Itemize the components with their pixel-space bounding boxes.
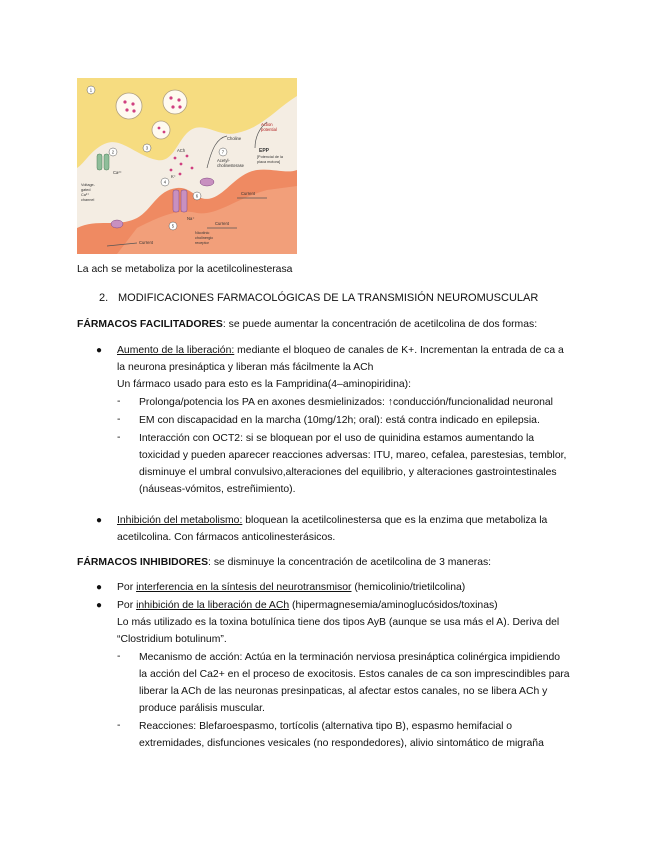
label-nicotinic3: receptor (195, 241, 209, 245)
label-nicotinic1: Nicotinic (195, 231, 210, 235)
inh-item2-title: inhibición de la liberación de ACh (136, 600, 290, 611)
facilitadores-heading: FÁRMACOS FACILITADORES (77, 319, 223, 330)
label-acetyl: Acetyl- (217, 158, 230, 163)
fac-item2-line2: acetilcolina. Con fármacos anticolinesterásicos. (117, 532, 336, 543)
dash-icon: - (117, 396, 121, 407)
inh-item1 (117, 581, 465, 595)
step-3-label: 3 (145, 145, 149, 151)
label-voltage3: Ca²⁺ (81, 193, 90, 197)
label-current-left: Current (139, 240, 153, 245)
dash-icon: - (117, 651, 121, 662)
step-5-label: 5 (171, 223, 175, 229)
step-6-label: 6 (195, 193, 199, 199)
inh-item1-title: interferencia en la síntesis del neurotransmisor (136, 582, 352, 593)
label-potential: potential (261, 127, 277, 132)
fac-sub3-l3: disminuye el umbral convulsivo,alteraciones del equilibrio, y alteraciones gastrointestinales (139, 467, 557, 478)
label-epp-sub2: placa motora] (257, 160, 281, 164)
fac-item1-line1 (117, 344, 564, 358)
inhibidores-heading: FÁRMACOS INHIBIDORES (77, 557, 209, 568)
label-na: Na⁺ (187, 216, 195, 221)
label-epp-sub1: [Potencial de la (257, 155, 283, 159)
section-title: MODIFICACIONES FARMACOLÓGICAS DE LA TRANSMISIÓN NEUROMUSCULAR (118, 292, 539, 304)
dash-icon: - (117, 720, 121, 731)
dash-icon: - (117, 432, 121, 443)
label-cholinesterase: cholinesterase (217, 163, 245, 168)
label-voltage2: gated (81, 188, 91, 192)
fac-item2-text: bloquean la acetilcolinestersa que es la enzima que metaboliza la (242, 515, 548, 526)
fac-sub1: Prolonga/potencia los PA en axones desmielinizados: ↑conducción/funcionalidad neuronal (139, 397, 553, 408)
label-voltage1: Voltage- (81, 183, 95, 187)
label-voltage4: channel (81, 198, 95, 202)
bullet-icon: ● (96, 345, 103, 356)
inh-sub2-l2: extremidades, disfunciones vesicales (no respondedores), alivio sintomático de migraña (139, 738, 544, 749)
fac-sub3-l1: Interacción con OCT2: si se bloquean por el uso de quinidina estamos aumentando la (139, 433, 535, 444)
inh-item1-suffix: (hemicolinio/trietilcolina) (351, 582, 466, 593)
inh-item2-prefix: Por (117, 600, 137, 611)
label-nicotinic2: cholinergic (195, 236, 214, 240)
label-epp: EPP (259, 148, 270, 154)
label-ca: Ca²⁺ (113, 170, 122, 175)
fac-item1-line3: Un fármaco usado para esto es la Fampridina(4–aminopiridina): (117, 379, 411, 390)
step-7-label: 7 (221, 149, 225, 155)
label-k: K⁺ (171, 174, 177, 179)
fac-item2-line1 (117, 514, 547, 528)
step-1-label: 1 (89, 87, 93, 93)
fac-sub3-l4: (náuseas-vómitos, estreñimiento). (139, 484, 296, 495)
facilitadores-paragraph (77, 318, 537, 332)
bullet-icon: ● (96, 582, 103, 593)
label-ach: ACh (177, 148, 186, 153)
figure-svg (77, 78, 297, 254)
fac-item1-line2: la neurona presináptica y liberan más fácilmente la ACh (117, 362, 374, 373)
inh-sub2-l1: Reacciones: Blefaroespasmo, tortícolis (alternativa tipo B), espasmo hemifacial o (139, 721, 513, 732)
inh-item2-line3: “Clostridium botulinum”. (117, 634, 227, 645)
inh-sub1-l1: Mecanismo de acción: Actúa en la terminación nerviosa presináptica colinérgica impidiendo (139, 652, 561, 663)
fac-item1-text: mediante el bloqueo de canales de K+. Incrementan la entrada de ca a (234, 345, 564, 356)
step-2-label: 2 (111, 149, 115, 155)
inhibidores-paragraph (77, 556, 491, 570)
bullet-icon: ● (96, 515, 103, 526)
inh-sub1-l3: liberar la ACh de las neuronas presinpaticas, al afectar estos canales, no se libera ACh y (139, 686, 548, 697)
label-choline: Choline (227, 136, 242, 141)
inh-item1-prefix: Por (117, 582, 137, 593)
inh-sub1-l2: la acción del Ca2+ en el proceso de exocitosis. Estos canales de ca son imprescindibles para (139, 669, 570, 680)
fac-sub2: EM con discapacidad en la marcha (10mg/12h; oral): está contra indicado en epilepsia. (139, 415, 540, 426)
bullet-icon: ● (96, 600, 103, 611)
inh-item2-line2: Lo más utilizado es la toxina botulínica tiene dos tipos AyB (aunque se usa más el A). Deriva del (117, 617, 560, 628)
neuromuscular-junction-figure (77, 78, 297, 254)
fac-item1-title: Aumento de la liberación: (117, 345, 235, 356)
fac-item2-title: Inhibición del metabolismo: (117, 515, 243, 526)
inh-sub1-l4: produce parálisis muscular. (139, 703, 265, 714)
section-number: 2. (99, 292, 109, 304)
inh-item2-suffix: (hipermagnesemia/aminoglucósidos/toxinas) (289, 600, 498, 611)
dash-icon: - (117, 414, 121, 425)
inhibidores-rest: : se disminuye la concentración de acetilcolina de 3 maneras: (208, 557, 492, 568)
label-action: Action (261, 122, 273, 127)
figure-caption: La ach se metaboliza por la acetilcolinesterasa (77, 264, 293, 275)
inh-item2-line1 (117, 599, 498, 613)
step-4-label: 4 (163, 179, 167, 185)
label-current-top: Current (241, 191, 255, 196)
fac-sub3-l2: toxicidad y pueden aparecer reacciones adversas: ITU, mareo, cefalea, parestesias, temblor, (139, 450, 567, 461)
label-current-mid: Current (215, 221, 229, 226)
facilitadores-rest: : se puede aumentar la concentración de acetilcolina de dos formas: (222, 319, 538, 330)
